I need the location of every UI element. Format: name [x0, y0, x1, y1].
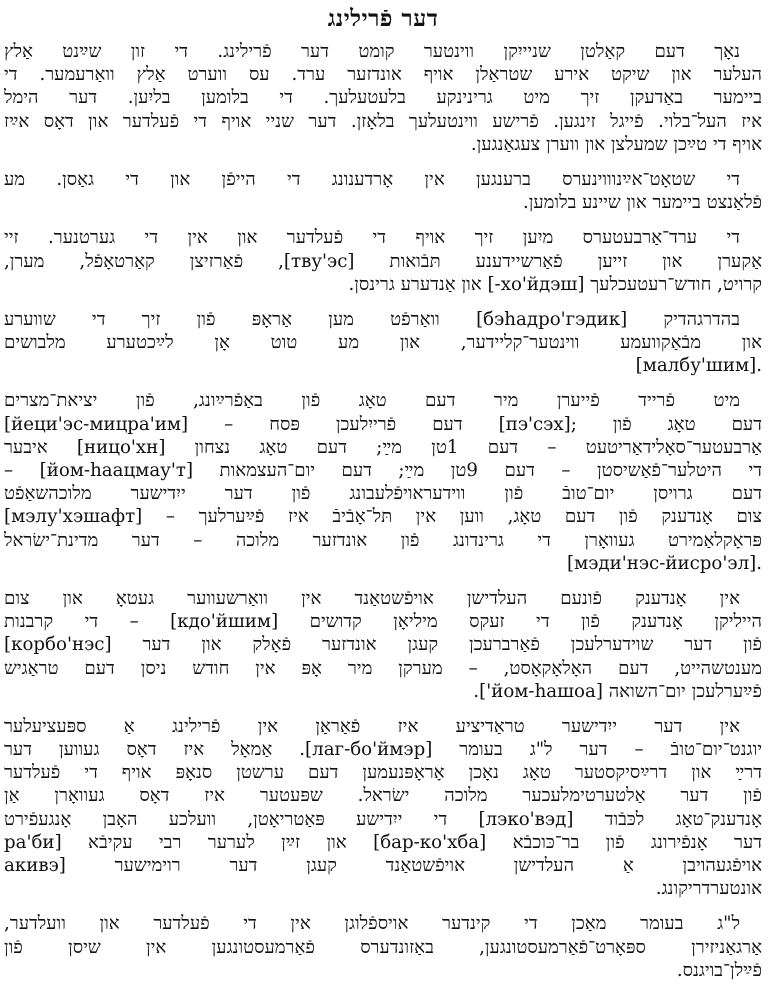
text-line: אין דער ייִדישער טראַדיציע איז פֿאַראַן אין פֿרילינג אַ ספּעציעלער [4, 715, 740, 737]
text-line: נאָך דעם קאַלטן שניייִקן ווינטער קומט דער פֿרילינג. די זון שײַנט אַלץ [4, 41, 740, 62]
paragraph [4, 40, 762, 156]
paragraph [4, 389, 762, 575]
text-line: די שטאָט־אײַנוווינערס ברענגען אין אָרדענונג די הייפֿן און די גאַסן. מע [4, 168, 740, 190]
paragraph [4, 912, 762, 982]
text-line: ביימער באַדעקן זיך מיט גרינינקע בלעטעלעך. די בלומען בליִען. דער הימל [4, 87, 762, 109]
text-line: אַרבעטער־סאָלידאַריטעט – דעם 1טן מײַ; דעם טאָג נצחון [ницо'хн] איבער [4, 436, 762, 458]
text-line: אין אָנדענק פֿונעם העלדישן אויפֿשטאַנד אין וואַרשעווער געטאָ און צום [4, 587, 740, 609]
paragraph [4, 587, 762, 703]
text-line: דרײַ און דרײַסיקסטער טאָג נאָכן אָראָפּנעמען דעם ערשטן סנאָפּ אויף די פֿעלדער [4, 762, 762, 784]
page-title: דער פֿרילינג [327, 5, 439, 32]
text-line: [мэлу'хэшафт] – צום אָנדענק פֿון דעם טאָג, ווען אין תּל־אָבֿיבֿ איז פֿײַערלעך [4, 506, 762, 528]
text-line: מיט פֿרייד פֿייערן מיר דעם טאָג פֿון באַפֿרײַונג, פֿון יציאת־מצרים [4, 390, 740, 412]
text-line: אונטערדריקונג. [655, 878, 762, 900]
text-line: די ערד־אַרבעטערס מיִען זיך אויף די פֿעלדער און אין די גערטנער. זיי [4, 227, 740, 249]
text-line: [мэди'нэс-йисро'эл]. [566, 552, 762, 574]
text-line: אויף די טײַכן שמעלצן און ווערן צעגאַנגען. [470, 133, 762, 155]
text-line: דעם גרויסן יום־טובֿ פֿון ווידעראויפֿלעבונג פֿון דער ייִדישער מלוכהשאַפֿט [4, 483, 762, 505]
paragraph [4, 168, 762, 214]
text-line: פּראָקלאַמירט געוואָרן די גרינדונג פֿון אונדזער מלוכה – דער מדינת־ישׂראל [4, 529, 762, 551]
paragraph [4, 226, 762, 296]
text-line: אַרגאַניזירן ספּאָרט־פֿאַרמעסטונגען, באַזונדערס פֿאַרמעסטונגען אין שיסן פֿון [4, 936, 762, 958]
text-line: דער אָנפֿירונג פֿון בר־כּוכבֿא [бар-ко'хба] און זײַן לערער רבי עקיבֿא [ра'би [4, 831, 762, 853]
text-line: און מבֿאַקוועמע ווינטער־קליידער, און מע טוט אָן לײַכטערע מלבושים [4, 332, 762, 354]
text-line: акивэ] אויפֿגעהויבן אַ העלדישן אויפֿשטאַנד קעגן דער רוימישער [4, 855, 762, 876]
text-line: פֿײַערלעכן יום־השואה [йом-hашоа']. [473, 680, 762, 702]
text-line: פֿלאַנצט ביימער און שיינע בלומען. [522, 192, 762, 214]
text-line: בהדרגהדיק [бэhадро'гэдик] וואַרפֿט מען אַראָפּ פֿון זיך די שווערע [4, 308, 741, 330]
text-line: קרויט, חודש־רעטעכלעך [хо'йдэш-] און אַנדערע גרינסן. [348, 273, 762, 295]
text-line: [корбо'нэс] פֿון דער שוידערלעכן פֿאַרברעכן קעגן אונדזער פֿאָלק און דער [4, 634, 762, 656]
paragraph [4, 308, 762, 378]
text-line: ל"ג בעומר מאַכן די קינדער אויספֿלוגן אין די פֿעלדער און וועלדער, [4, 913, 740, 935]
text-line: מענטשהייט, דעם האָלאָקאָסט, – מערקן מיר אָפּ אין חודש ניסן דעם טראַגיש [4, 657, 762, 679]
text-line: יוגנט־יום־טובֿ – דער ל"ג בעומר [лаг-бо'ймэр]. אַמאָל איז דאָס געווען דער [4, 739, 762, 761]
text-line: אַקערן און זייען פֿאַרשיידענע תּבֿואות [тву'эс], פֿאַרזיצן קאַרטאָפֿל, מערן, [4, 250, 762, 272]
text-line: אָנדענק־טאָג לכּבֿוד [лэко'вэд] די ייִדישע פּאַטריאָטן, וועלכע האָבן אָנגעפֿירט [4, 808, 762, 830]
text-line: הייליקן אָנדענק פֿון די זעקס מיליאָן קדושים [кдо'йшим] – די קרבנות [4, 611, 762, 633]
text-line: פֿון דער אַלטערטימלעכער מלוכה ישׂראל. שפּעטער איז דאָס געוואָרן אַן [4, 785, 762, 807]
text-line: די היטלער־פֿאַשיסטן – דעם 9טן מײַ; דעם יום־העצמאות [йом-hаацмау'т] – [4, 460, 762, 481]
text-line: העלער און שיקט אירע שטראַלן אויף אונדזער ערד. עס ווערט אַלץ וואַרעמער. די [4, 64, 762, 86]
text-line: [йеци'эс-мицра'им] – דעם פֿרייִלעכן פּסח [пэ'сэх]; דעם טאָג פֿון [4, 413, 762, 435]
text-line: פֿײַלן־בויגנס. [676, 959, 762, 981]
document-body [4, 40, 762, 982]
text-line: [малбу'шим]. [635, 355, 762, 377]
paragraph [4, 715, 762, 901]
text-line: איז העל־בלוי. פֿייגל זינגען. פֿרישע ווינטעלעך בלאָזן. דער שניי אויף די פֿעלדער און דאָס אײַז [4, 110, 762, 132]
